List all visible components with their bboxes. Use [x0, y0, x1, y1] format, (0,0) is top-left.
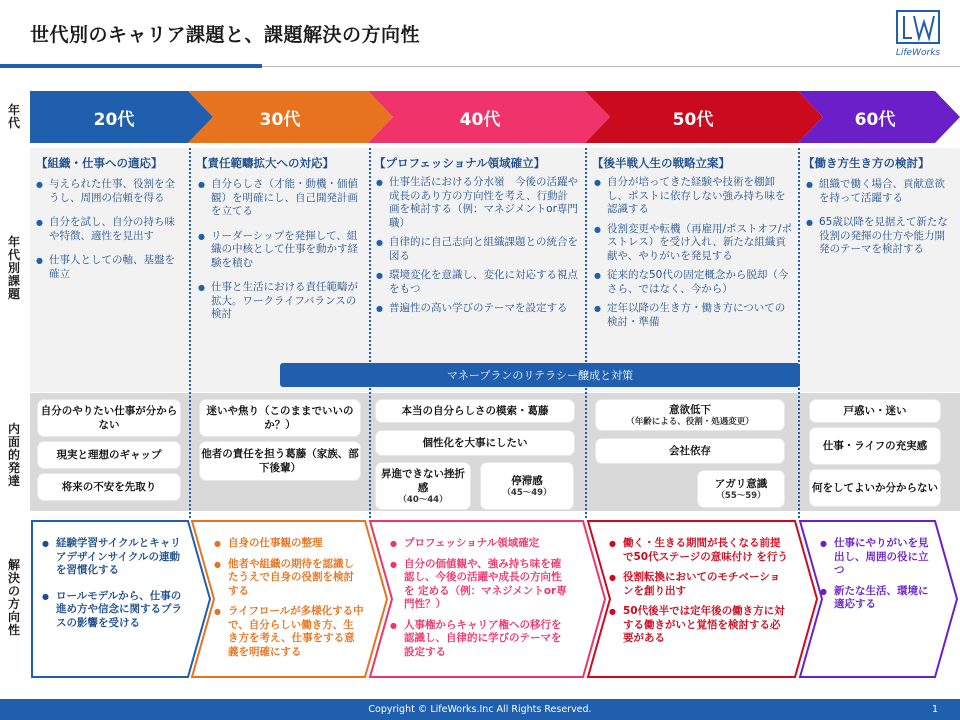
- row-label-solution: 解決の方向性: [7, 557, 20, 637]
- list-item: ● 働く・生きる期間が長くなる前提で50代ステージの意味付け を行う: [609, 537, 789, 564]
- inner-card: 将来の不安を先取り: [38, 474, 180, 500]
- list-item: ● 仕事にやりがいを見出し、周囲の役に立つ: [820, 537, 938, 578]
- list-item: ● 環境変化を意識し、変化に対応する視点をもつ: [376, 269, 578, 296]
- inner-card-label: アガリ意識: [714, 477, 768, 490]
- issue-list-50s: [594, 176, 792, 335]
- list-item: ● 他者や組織の期待を認識したうえで自身の役割を検討する: [214, 558, 364, 599]
- issue-list-60s: [806, 178, 948, 268]
- column-divider: [585, 148, 587, 518]
- era-label-60s: 60代: [854, 109, 896, 130]
- list-item: ● 自分の価値観や、強み持ち味を確認し、今後の活躍や成長の方向性を 定める（例：マネジメントor専門性？）: [390, 558, 570, 612]
- inner-card: 他者の責任を担う葛藤（家族、部下後輩）: [200, 442, 360, 480]
- inner-card: 迷いや焦り（このままでいいのか？）: [200, 400, 360, 436]
- list-item: ● リーダーシップを発揮して、組織の中核として仕事を動かす経験を積む: [198, 230, 358, 271]
- money-plan-bar: マネープランのリテラシー醸成と対策: [280, 363, 800, 387]
- inner-card: 戸惑い・迷い: [810, 400, 940, 422]
- list-item: ● 与えられた仕事、役割を全うし、周囲の信頼を得る: [36, 178, 184, 205]
- list-item: ● 普遍性の高い学びのテーマを設定する: [376, 302, 578, 316]
- inner-card: 会社依存: [596, 439, 784, 463]
- column-divider: [369, 148, 371, 518]
- inner-card-sub: （年齢による、役割・処遇変更）: [626, 416, 754, 427]
- list-item: ● 自律的に自己志向と組織課題との統合を図る: [376, 236, 578, 263]
- page-title: 世代別のキャリア課題と、課題解決の方向性: [30, 24, 421, 46]
- inner-card: [376, 463, 470, 509]
- row-label-issues: 年代別課題: [7, 234, 20, 301]
- row-label-inner: 内面的発達: [7, 421, 20, 488]
- solution-list-60s: [820, 537, 938, 619]
- issue-list-40s: [376, 176, 578, 322]
- list-item: ● 50代後半では定年後の働き方に対する働きがいと覚悟を検討する必要がある: [609, 605, 789, 646]
- issue-list-20s: [36, 178, 184, 292]
- inner-card-label: 意欲低下: [669, 403, 711, 416]
- inner-card: [481, 463, 573, 509]
- list-item: ● 役割転換においてのモチベーションを創り出す: [609, 571, 789, 598]
- list-item: ● 仕事生活における分水嶺 今後の活躍や成長のあり方の方向性を考え、行動計画を検討する（例：マネジメントor専門職）: [376, 176, 578, 230]
- inner-card: [596, 400, 784, 430]
- page-number: 1: [931, 704, 938, 715]
- list-item: ● 役割変更や転機（再雇用/ポストオフ/ポストレス）を受け入れ、新たな組織貢献や、やりがいを発見する: [594, 223, 792, 264]
- inner-card-sub: （45～49）: [502, 487, 552, 498]
- list-item: ● ライフロールが多様化する中で、自分らしい働き方、生き方を考え、仕事をする意義を明確にする: [214, 605, 364, 659]
- list-item: ● 65歳以降を見据えて新たな役割の発揮の仕方や能力開発のテーマを検討する: [806, 216, 948, 257]
- list-item: ● 自分が培ってきた経験や技術を棚卸し、ポストに依存しない強み持ち味を認識する: [594, 176, 792, 217]
- logo-lw-icon: [898, 12, 938, 42]
- inner-card-sub: （55～59）: [716, 490, 766, 501]
- list-item: ● 自分らしさ（才能・動機・価値観）を明確にし、自己開発計画を立てる: [198, 178, 358, 219]
- inner-card: 何をしてよいか分からない: [810, 470, 940, 506]
- list-item: ● ロールモデルから、仕事の進め方や信念に関するプラスの影響を受ける: [42, 590, 184, 631]
- issue-list-30s: [198, 178, 358, 333]
- issue-title-60s: 【働き方生き方の検討】: [803, 156, 930, 170]
- title-underline-accent: [0, 64, 262, 68]
- era-label-30s: 30代: [259, 109, 301, 130]
- list-item: ● 新たな生活、環境に適応する: [820, 585, 938, 612]
- list-item: ● 人事権からキャリア権への移行を認識し、自律的に学びのテーマを設定する: [390, 619, 570, 660]
- era-label-50s: 50代: [672, 109, 714, 130]
- footer: [0, 699, 960, 720]
- issue-title-50s: 【後半戦人生の戦略立案】: [592, 156, 730, 170]
- logo-mark-icon: [896, 10, 940, 44]
- inner-card: [698, 471, 784, 507]
- issue-title-20s: 【組織・仕事への適応】: [36, 156, 163, 170]
- list-item: ● 従来的な50代の固定概念から脱却（今さら、ではなく、今から）: [594, 269, 792, 296]
- inner-card: 本当の自分らしさの模索・葛藤: [376, 400, 574, 422]
- list-item: ● 組織で働く場合、貢献意欲を持って活躍する: [806, 178, 948, 205]
- logo-text: LifeWorks: [895, 48, 941, 58]
- inner-card: 仕事・ライフの充実感: [810, 428, 940, 464]
- list-item: ● 自分を試し、自分の持ち味や特徴、適性を見出す: [36, 216, 184, 243]
- solution-list-20s: [42, 537, 184, 637]
- solution-list-50s: [609, 537, 789, 653]
- issue-title-30s: 【責任範疇拡大への対応】: [196, 156, 334, 170]
- inner-card: 個性化を大事にしたい: [376, 431, 574, 455]
- list-item: ● 自身の仕事観の整理: [214, 537, 364, 551]
- inner-card-label: 昇進できない挫折感: [381, 467, 465, 494]
- list-item: ● 仕事人としての軸、基盤を確立: [36, 254, 184, 281]
- copyright-text: Copyright © LifeWorks.Inc All Rights Reserved.: [368, 704, 592, 715]
- list-item: ● 定年以降の生き方・働き方についての検討・準備: [594, 302, 792, 329]
- inner-card-label: 停滞感: [511, 474, 543, 487]
- title-underline: [262, 66, 960, 67]
- inner-card: 自分のやりたい仕事が分からない: [38, 400, 180, 436]
- inner-card: 現実と理想のギャップ: [38, 442, 180, 468]
- list-item: ● 仕事と生活における責任範疇が拡大。ワークライフバランスの検討: [198, 281, 358, 322]
- lifeworks-logo: [890, 6, 946, 62]
- column-divider: [798, 148, 800, 518]
- solution-list-30s: [214, 537, 364, 666]
- solution-list-40s: [390, 537, 570, 666]
- column-divider: [189, 148, 191, 518]
- issue-title-40s: 【プロフェッショナル領域確立】: [374, 156, 546, 170]
- list-item: ● プロフェッショナル領域確定: [390, 537, 570, 551]
- row-label-era: 年代: [7, 103, 20, 130]
- era-label-40s: 40代: [459, 109, 501, 130]
- list-item: ● 経験学習サイクルとキャリアデザインサイクルの連動を習慣化する: [42, 537, 184, 578]
- era-label-20s: 20代: [93, 109, 135, 130]
- inner-card-sub: （40～44）: [398, 494, 448, 505]
